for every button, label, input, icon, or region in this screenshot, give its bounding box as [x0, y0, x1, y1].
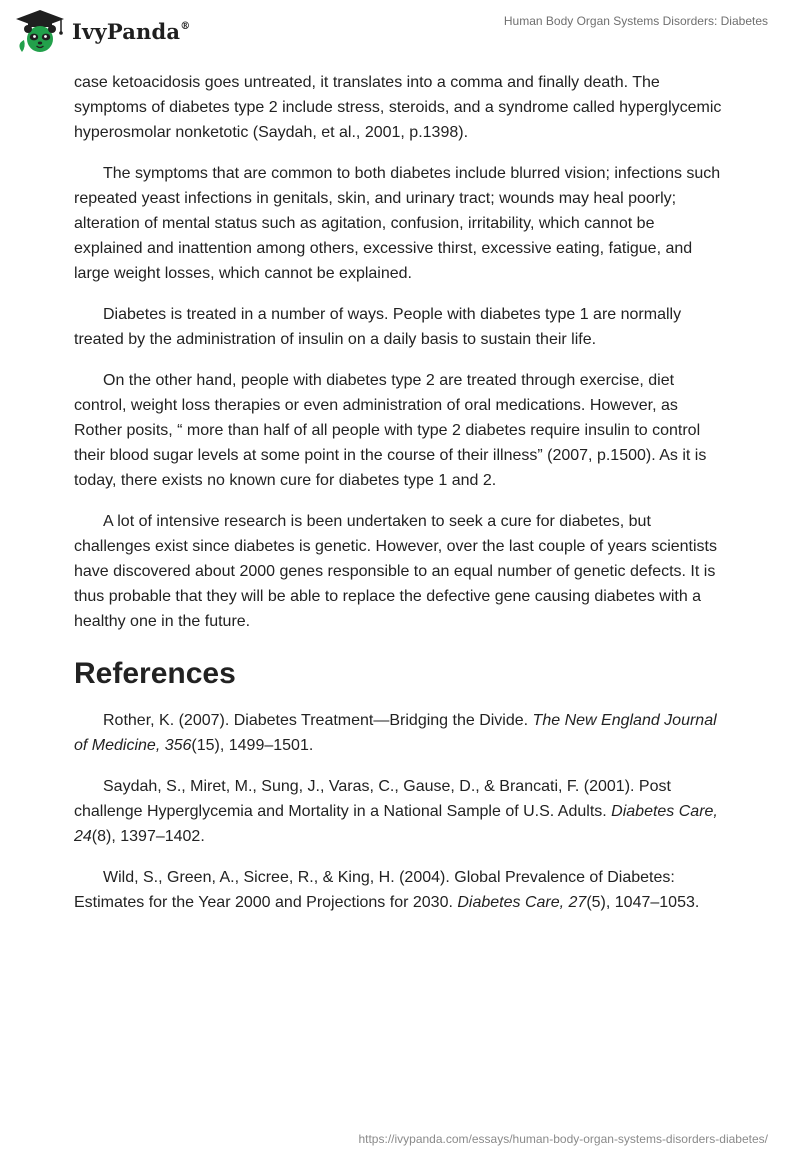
essay-content [74, 70, 724, 931]
body-paragraph: The symptoms that are common to both diabetes include blurred vision; infections such repeated yeast infections in genitals, skin, and urinary tract; wounds may heal poorly; alteration of mental status such as agitation, confusion, irritability, which cannot be explained and inattention among others, excessive thirst, excessive eating, fatigue, and large weight losses, which cannot be explained. [74, 165, 721, 282]
ivypanda-logo[interactable] [14, 8, 190, 54]
body-paragraph: A lot of intensive research is been undertaken to seek a cure for diabetes, but challenges exist since diabetes is genetic. However, over the last couple of years scientists have discovered about 2000 genes responsible to an equal number of genetic defects. It is thus probable that they will be able to replace the defective gene causing diabetes with a healthy one in the future. [74, 513, 717, 630]
registered-mark: ® [180, 20, 191, 32]
body-paragraph: case ketoacidosis goes untreated, it translates into a comma and finally death. The symptoms of diabetes type 2 include stress, steroids, and a syndrome called hyperglycemic hyperosmolar nonketotic (Saydah, et al., 2001, p.1398). [74, 74, 722, 141]
brand-name: IvyPanda® [72, 18, 191, 44]
reference-item: Saydah, S., Miret, M., Sung, J., Varas, C., Gause, D., & Brancati, F. (2001). Post challenge Hyperglycemia and Mortality in a National Sample of U.S. Adults. Diabetes Care, 24(8), 1397–1402. [74, 778, 718, 845]
panda-graduation-cap-icon [14, 8, 66, 54]
body-paragraph: Diabetes is treated in a number of ways. People with diabetes type 1 are normally treated by the administration of insulin on a daily basis to sustain their life. [74, 306, 682, 348]
source-url-link[interactable]: https://ivypanda.com/essays/human-body-organ-systems-disorders-diabetes/ [358, 1132, 768, 1146]
document-title: Human Body Organ Systems Disorders: Diabetes [503, 14, 768, 28]
reference-item: Wild, S., Green, A., Sicree, R., & King, H. (2004). Global Prevalence of Diabetes: Estimates for the Year 2000 and Projections for 2030. Diabetes Care, 27(5), 1047–1053. [74, 869, 700, 911]
page-header [0, 0, 800, 62]
references-heading: References [74, 657, 236, 690]
body-paragraph: On the other hand, people with diabetes type 2 are treated through exercise, diet control, weight loss therapies or even administration of oral medications. However, as Rother posits, “ more than half of all people with type 2 diabetes require insulin to control their blood sugar levels at some point in the course of their illness” (2007, p.1500). As it is today, there exists no known cure for diabetes type 1 and 2. [74, 372, 707, 489]
reference-item: Rother, K. (2007). Diabetes Treatment—Bridging the Divide. The New England Journal of Medicine, 356(15), 1499–1501. [74, 712, 717, 754]
